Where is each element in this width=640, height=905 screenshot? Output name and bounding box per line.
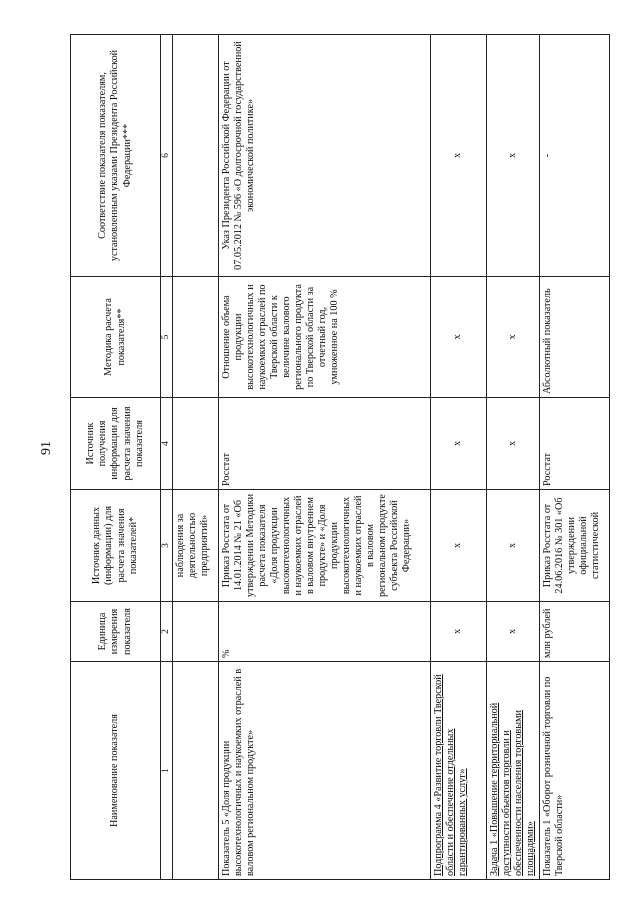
cell-decree: х xyxy=(487,35,540,277)
cell-name: Подпрограмма 4 «Развитие торговли Тверской области и обеспечение отдельных гарантированных услуг» xyxy=(431,662,487,880)
cell-data-source: Приказ Росстата от 14.01.2014 № 21 «Об утверждении Методики расчета показателя «Доля продукции высокотехнологичных и наукоемких отраслей в валовом внутреннем продукте» и «Доля продукции высокотехнологичных и наукоемких отраслей в валовом региональном продукте субъекта Российской Федерации» xyxy=(219,490,431,602)
cell-info-source: х xyxy=(431,398,487,490)
table-header-row xyxy=(71,35,161,880)
rotated-page xyxy=(70,35,610,880)
cell-name: Показатель 5 «Доля продукции высокотехнологичных и наукоемких отраслей в валовом региональном продукте» xyxy=(219,662,431,880)
cell-method: Абсолютный показатель xyxy=(540,277,610,398)
table-row xyxy=(540,35,610,880)
cell-decree: Указ Президента Российской Федерации от 07.05.2012 № 596 «О долгосрочной государственной экономической политике» xyxy=(219,35,431,277)
column-number-row xyxy=(161,35,173,880)
table-row xyxy=(219,35,431,880)
table-row xyxy=(431,35,487,880)
column-number: 2 xyxy=(161,602,173,662)
header-data-source: Источник данных (информации) для расчета значения показателей* xyxy=(71,490,161,602)
column-number: 3 xyxy=(161,490,173,602)
cell-name xyxy=(173,662,219,880)
page-number: 91 xyxy=(39,441,54,455)
cell-method: Отношение объема продукции высокотехнологичных и наукоемких отраслей по Тверской области к величине валового регионального продукта по Тверской области за отчетный год, умноженное на 100 % xyxy=(219,277,431,398)
header-decree: Соответствие показателя показателям, установленным указами Президента Российской Федерации*** xyxy=(71,35,161,277)
cell-method: х xyxy=(487,277,540,398)
column-number: 4 xyxy=(161,398,173,490)
cell-decree xyxy=(173,35,219,277)
column-number: 6 xyxy=(161,35,173,277)
cell-unit: х xyxy=(487,602,540,662)
column-number: 1 xyxy=(161,662,173,880)
header-info-source: Источник получения информации для расчета значения показателя xyxy=(71,398,161,490)
cell-method xyxy=(173,277,219,398)
cell-unit xyxy=(173,602,219,662)
cell-info-source: х xyxy=(487,398,540,490)
cell-data-source: х xyxy=(431,490,487,602)
header-unit: Единица измерения показателя xyxy=(71,602,161,662)
cell-decree: - xyxy=(540,35,610,277)
header-indicator-name: Наименование показателя xyxy=(71,662,161,880)
cell-data-source: наблюдения за деятельностью предприятий» xyxy=(173,490,219,602)
cell-name: Задача 1 «Повышение территориальной доступности объектов торговли и обеспеченности населения торговыми площадями» xyxy=(487,662,540,880)
cell-unit: млн рублей xyxy=(540,602,610,662)
cell-data-source: Приказ Росстата от 24.06.2016 № 301 «Об утверждении официальной статистической xyxy=(540,490,610,602)
cell-name: Показатель 1 «Оборот розничной торговли по Тверской области» xyxy=(540,662,610,880)
cell-info-source: Росстат xyxy=(540,398,610,490)
cell-info-source xyxy=(173,398,219,490)
header-method: Методика расчета показателя** xyxy=(71,277,161,398)
table-row xyxy=(173,35,219,880)
cell-method: х xyxy=(431,277,487,398)
cell-info-source: Росстат xyxy=(219,398,431,490)
indicators-table xyxy=(70,34,610,880)
cell-unit: % xyxy=(219,602,431,662)
cell-data-source: х xyxy=(487,490,540,602)
cell-decree: х xyxy=(431,35,487,277)
cell-unit: х xyxy=(431,602,487,662)
column-number: 5 xyxy=(161,277,173,398)
table-row xyxy=(487,35,540,880)
